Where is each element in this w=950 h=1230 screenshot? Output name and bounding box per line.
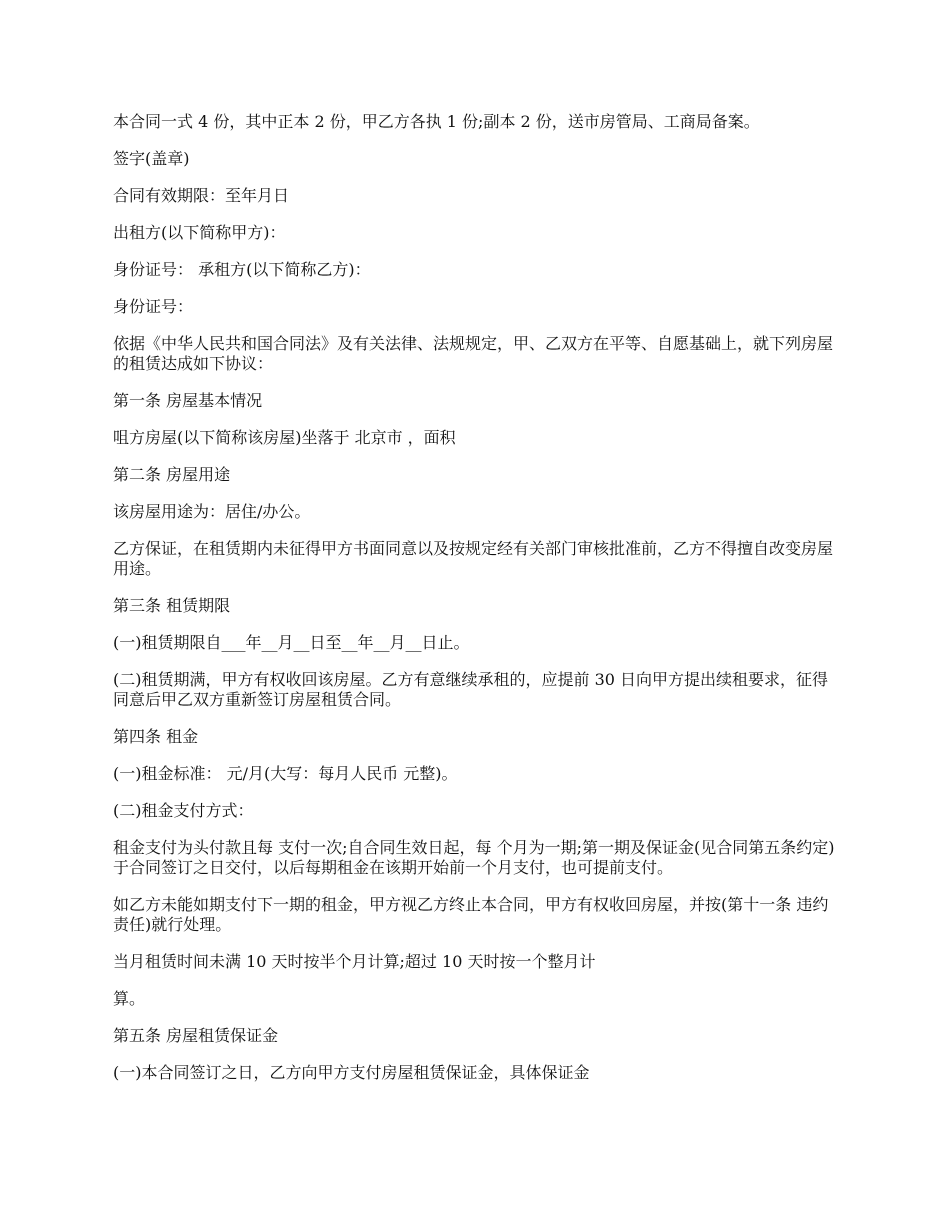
paragraph-usage: 该房屋用途为：居住/办公。 [113, 502, 311, 521]
paragraph-renewal: (二)租赁期满，甲方有权收回该房屋。乙方有意继续承租的，应提前 30 日向甲方提出续租要求，征得同意后甲乙双方重新签订房屋租赁合同。 [113, 670, 829, 709]
paragraph-lessor: 出租方(以下简称甲方)： [113, 223, 286, 242]
article-4-heading: 第四条 租金 [113, 727, 199, 746]
paragraph-usage-guarantee: 乙方保证，在租赁期内未征得甲方书面同意以及按规定经有关部门审核批准前，乙方不得擅自改变房屋用途。 [113, 539, 834, 578]
paragraph-id: 身份证号： [113, 297, 194, 316]
article-1-heading: 第一条 房屋基本情况 [113, 391, 263, 410]
paragraph-payment-terms: 租金支付为头付款且每 支付一次;自合同生效日起，每 个月为一期;第一期及保证金(见合同第五条约定)于合同签订之日交付，以后每期租金在该期开始前一个月支付，也可提前支付。 [113, 838, 835, 877]
paragraph-id-lessee: 身份证号： 承租方(以下简称乙方)： [113, 260, 371, 279]
paragraph-payment-method: (二)租金支付方式： [113, 801, 254, 820]
paragraph-basis: 依据《中华人民共和国合同法》及有关法律、法规规定，甲、乙双方在平等、自愿基础上，就下列房屋的租赁达成如下协议： [113, 334, 834, 373]
paragraph-location: 咀方房屋(以下简称该房屋)坐落于 北京市 ，面积 [113, 428, 456, 447]
paragraph-term: (一)租赁期限自___年__月__日至__年__月__日止。 [113, 633, 470, 652]
paragraph-partial-month: 当月租赁时间未满 10 天时按半个月计算;超过 10 天时按一个整月计 [113, 952, 596, 971]
article-3-heading: 第三条 租赁期限 [113, 596, 231, 615]
paragraph-partial-month-end: 算。 [113, 989, 146, 1008]
document-body [113, 112, 841, 1100]
paragraph-late-payment: 如乙方未能如期支付下一期的租金，甲方视乙方终止本合同，甲方有权收回房屋，并按(第十一条 违约责任)就行处理。 [113, 895, 829, 934]
paragraph-copies: 本合同一式 4 份，其中正本 2 份，甲乙方各执 1 份;副本 2 份，送市房管局、工商局备案。 [113, 112, 760, 131]
paragraph-signature: 签字(盖章) [113, 149, 190, 168]
article-5-heading: 第五条 房屋租赁保证金 [113, 1026, 279, 1045]
paragraph-deposit: (一)本合同签订之日，乙方向甲方支付房屋租赁保证金，具体保证金 [113, 1063, 590, 1082]
paragraph-validity: 合同有效期限：至年月日 [113, 186, 290, 205]
paragraph-rent-standard: (一)租金标准： 元/月(大写：每月人民币 元整)。 [113, 764, 458, 783]
article-2-heading: 第二条 房屋用途 [113, 465, 231, 484]
